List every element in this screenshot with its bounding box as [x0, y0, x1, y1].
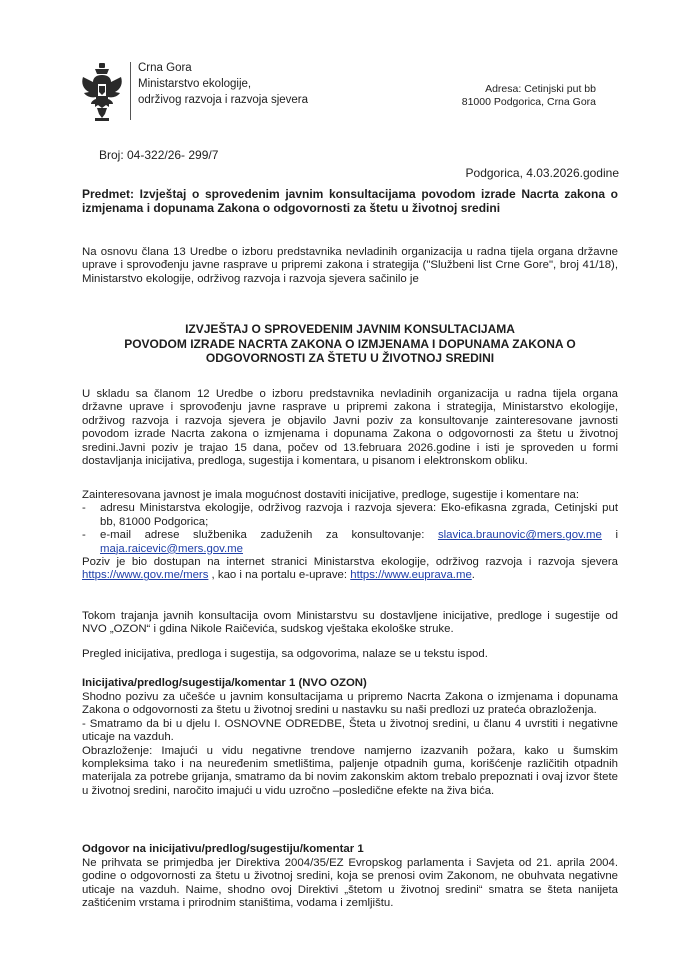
address-line: Adresa: Cetinjski put bb [485, 83, 596, 95]
title-line: IZVJEŠTAJ O SPROVEDENIM JAVNIM KONSULTACIJAMA [185, 322, 515, 336]
org-line: Crna Gora [138, 62, 192, 74]
email-link-2[interactable]: maja.raicevic@mers.gov.me [100, 542, 244, 555]
title-line: POVODOM IZRADE NACRTA ZAKONA O IZMJENAMA I DOPUNAMA ZAKONA O [124, 336, 576, 351]
org-line: održivog razvoja i razvoja sjevera [138, 94, 309, 106]
initiative-1-body [82, 691, 618, 798]
email-link-1[interactable]: slavica.braunovic@mers.gov.me [437, 529, 602, 542]
subject-line [82, 187, 618, 215]
consultation-paragraph: U skladu sa članom 12 Uredbe o izboru predstavnika nevladinih organizacija u radna tijela organa državne uprave i sprovođenju javne rasprave u pripremi zakona i strategija, Ministarstvo ekologije, održivog razvoja i razvoja sjevera je objavilo Javni poziv za konsultovanje zainteresovane javnosti povodom izrade Nacrta zakona o izmjenama i dopunama Zakona o odgovornosti za štetu u životnoj sredini.Javni poziv je trajao 15 dana, počev od 13.februara 2026.godine i isti je sproveden u formi dostavljanja inicijativa, predloga, sugestija i komentara, u pisanom i elektronskom obliku. [82, 388, 618, 468]
initiative-1-intro: Shodno pozivu za učešće u javnim konsultacijama u pripremo Nacrta Zakona o izmjenama i dopunama Zakona o odgovornosti za štetu u životnoj sredini u nastavku su naši predlozi uz prateća obrazloženja. [82, 691, 618, 717]
address-bullet: adresu Ministarstva ekologije, održivog razvoja i razvoja sjevera: Eko-efikasna zgrada, Cetinjski put bb, 81000 Podgorica; [100, 502, 618, 528]
subject-label: Predmet: [82, 187, 135, 201]
submission-channels [82, 489, 618, 583]
euprava-url-link[interactable]: https://www.euprava.me [350, 569, 472, 582]
initiative-1-rationale: Obrazloženje: Imajući u vidu negativne trendove namjerno izazvanih požara, kako u šumskim kompleksima tako i na neuređenim smetlištima, paljenje otpadnih guma, korišćenje različitih otpadnih materijala za potrebe grijanja, smatramo da bi novim zakonskim aktom trebalo prepoznati i ovaj izvor štete u životnoj sredini, naročito imajući u vidu uzročno –posledične efekte na živa bića. [82, 744, 618, 797]
section-heading-response-1: Odgovor na inicijativu/predlog/sugestiju/komentar 1 [82, 843, 364, 855]
ministry-address [462, 83, 596, 109]
publication-end: . [471, 569, 475, 582]
initiative-1-proposal: - Smatramo da bi u djelu I. OSNOVNE ODREDBE, Šteta u životnoj sredini, u članu 4 uvrstiti i negativne uticaje na vazduh. [82, 717, 618, 744]
subject-text: Izvještaj o sprovedenim javnim konsultacijama povodom izrade Nacrta zakona o izmjenama i dopunama Zakona o odgovornosti za štetu u životnoj sredini [82, 187, 618, 215]
overview-paragraph: Pregled inicijativa, predloga i sugestija, sa odgovorima, nalaze se u tekstu ispod. [82, 648, 488, 660]
header-divider [130, 62, 131, 120]
gov-url-link[interactable]: https://www.gov.me/mers [82, 569, 209, 582]
org-line: Ministarstvo ekologije, [138, 78, 252, 90]
publication-mid: , kao i na portalu e-uprave: [208, 569, 351, 582]
report-title [82, 322, 618, 366]
address-line: 81000 Podgorica, Crna Gora [461, 96, 596, 108]
list-item: - e-mail adrese službenika zaduženih za konsultovanje: slavica.braunovic@mers.gov.me i maja.raicevic@mers.gov.me [82, 529, 618, 555]
email-connector: i [601, 529, 618, 542]
ministry-name [138, 60, 308, 108]
intro-paragraph: Na osnovu člana 13 Uredbe o izboru predstavnika nevladinih organizacija u radna tijela organa državne uprave i sprovođenju javne rasprave u pripremi zakona i strategija ("Službeni list Crne Gore", broj 41/18), Ministarstvo ekologije, održivog razvoja i razvoja sjevera sačinilo je [82, 246, 618, 285]
list-item: - adresu Ministarstva ekologije, održivog razvoja i razvoja sjevera: Eko-efikasna zgrada, Cetinjski put bb, 81000 Podgorica; [82, 502, 618, 528]
section-heading-initiative-1: Inicijativa/predlog/sugestija/komentar 1 (NVO OZON) [82, 677, 367, 689]
reference-number: Broj: 04-322/26- 299/7 [99, 148, 219, 162]
title-line: ODGOVORNOSTI ZA ŠTETU U ŽIVOTNOJ SREDINI [205, 351, 495, 365]
email-bullet-text: e-mail adrese službenika zaduženih za konsultovanje: [100, 529, 438, 542]
publication-paragraph [82, 556, 618, 583]
received-submissions-paragraph: Tokom trajanja javnih konsultacija ovom Ministarstvu su dostavljene inicijative, predloge i sugestije od NVO „OZON“ i gdina Nikole Raičevića, sudskog vještaka ekološke struke. [82, 610, 618, 636]
response-1-body: Ne prihvata se primjedba jer Direktiva 2004/35/EZ Evropskog parlamenta i Savjeta od 21. aprila 2004. godine o odgovornosti za štetu u životnoj sredini, koja se prenosi ovim Zakonom, ne obuhvata negativne uticaje na vazduh. Naime, shodno ovoj Direktivi „štetom u životnoj sredini“ smatra se šteta nanijeta zaštićenim vrstama i prirodnim staništima, vodama i zemljištu. [82, 857, 618, 910]
publication-text: Poziv je bio dostupan na internet stranici Ministarstva ekologije, održivog razvoja i razvoja sjevera [82, 556, 618, 569]
channels-list [82, 502, 618, 556]
coat-of-arms-emblem [78, 62, 126, 124]
channels-lead: Zainteresovana javnost je imala mogućnost dostaviti inicijative, predloge, sugestije i komentare na: [82, 489, 580, 501]
document-date: Podgorica, 4.03.2026.godine [465, 166, 619, 180]
